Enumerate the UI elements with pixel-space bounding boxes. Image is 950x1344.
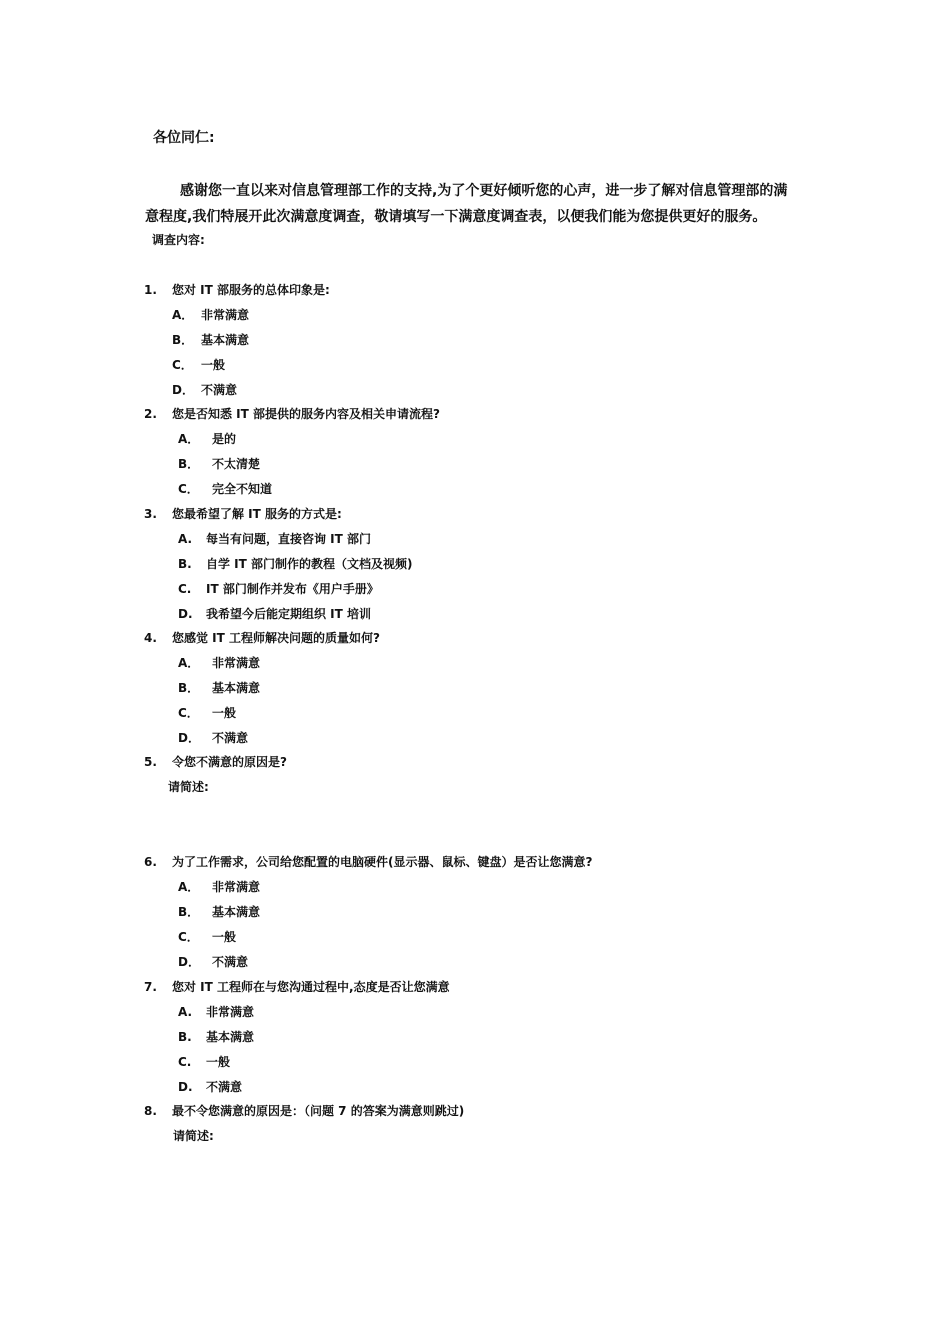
option-text: 自学 IT 部门制作的教程（文档及视频) [206,557,413,571]
question-number: 4. [144,631,157,645]
option-letter: D． [178,731,200,745]
option-letter: C. [178,582,192,596]
option-text: 非常满意 [212,656,261,670]
option-text: 我希望今后能定期组织 IT 培训 [206,607,372,621]
question-number: 1. [144,283,157,297]
question-number: 8. [144,1104,157,1118]
option-text: 不满意 [201,383,238,397]
option-text: 基本满意 [201,333,250,347]
option-letter: D． [172,383,194,397]
option-letter: B. [178,1030,192,1044]
question-number: 5. [144,755,157,769]
option-text: 基本满意 [212,681,261,695]
question-text: 您对 IT 部服务的总体印象是: [172,283,330,297]
option-letter: A． [178,656,200,670]
option-text: 不满意 [206,1080,243,1094]
option-text: 是的 [212,432,237,446]
option-text: 不太清楚 [212,457,261,471]
option-letter: A． [172,308,194,322]
option-letter: C． [178,930,199,944]
option-text: 非常满意 [201,308,250,322]
option-text: 一般 [206,1055,231,1069]
option-text: 基本满意 [212,905,261,919]
option-letter: A． [178,432,200,446]
option-text: 非常满意 [206,1005,255,1019]
question-text: 令您不满意的原因是? [172,755,287,769]
describe-prompt: 请简述: [168,780,209,794]
question-number: 7. [144,980,157,994]
option-letter: B． [178,681,200,695]
option-letter: A. [178,1005,193,1019]
option-letter: B. [178,557,192,571]
option-letter: C. [178,1055,192,1069]
option-letter: B． [172,333,194,347]
option-letter: D. [178,1080,193,1094]
option-text: 非常满意 [212,880,261,894]
question-number: 2. [144,407,157,421]
option-letter: A． [178,880,200,894]
option-text: 完全不知道 [212,482,273,496]
question-text: 为了工作需求，公司给您配置的电脑硬件(显示器、鼠标、键盘）是否让您满意? [172,855,593,869]
option-text: 一般 [201,358,226,372]
greeting: 各位同仁: [153,130,215,146]
option-text: 每当有问题，直接咨询 IT 部门 [206,532,372,546]
option-text: 基本满意 [206,1030,255,1044]
option-text: 不满意 [212,731,249,745]
option-letter: C． [178,482,199,496]
survey-content-label: 调查内容: [152,233,205,247]
option-text: 一般 [212,930,237,944]
intro-paragraph-line-2: 意程度,我们特展开此次满意度调查，敬请填写一下满意度调查表，以便我们能为您提供更好的服务。 [145,209,767,225]
question-text: 最不令您满意的原因是：（问题 7 的答案为满意则跳过) [172,1104,465,1118]
option-letter: D. [178,607,193,621]
question-text: 您是否知悉 IT 部提供的服务内容及相关申请流程? [172,407,440,421]
option-letter: A. [178,532,193,546]
option-letter: B． [178,905,200,919]
option-letter: C． [178,706,199,720]
option-text: 不满意 [212,955,249,969]
option-letter: D． [178,955,200,969]
question-number: 6. [144,855,157,869]
question-text: 您最希望了解 IT 服务的方式是: [172,507,342,521]
option-letter: B． [178,457,200,471]
question-text: 您感觉 IT 工程师解决问题的质量如何? [172,631,380,645]
intro-paragraph-line-1: 感谢您一直以来对信息管理部工作的支持,为了个更好倾听您的心声，进一步了解对信息管理部的满 [180,183,788,199]
question-text: 您对 IT 工程师在与您沟通过程中,态度是否让您满意 [172,980,450,994]
option-text: 一般 [212,706,237,720]
option-text: IT 部门制作并发布《用户手册》 [206,582,379,596]
describe-prompt: 请简述: [173,1129,214,1143]
question-number: 3. [144,507,157,521]
option-letter: C． [172,358,193,372]
